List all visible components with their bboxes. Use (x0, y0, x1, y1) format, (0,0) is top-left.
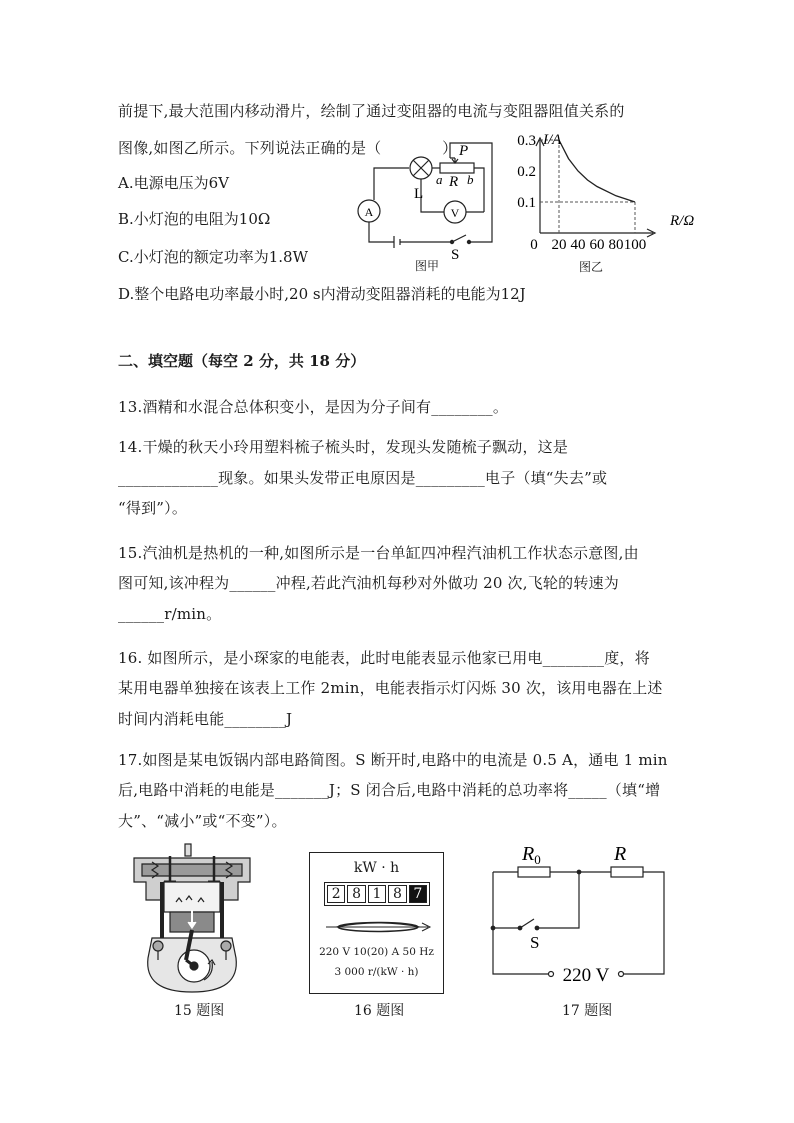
chart-x-axis-label: R/Ω (670, 213, 695, 229)
resistor-r0-label: $R_0$ (522, 843, 541, 867)
chart-y-tick-label: 0.2 (517, 164, 536, 180)
chart-yi (505, 130, 715, 260)
meter-disc-icon (320, 917, 434, 937)
fig15-caption: 15 题图 (174, 1003, 225, 1019)
q15-line-1: 15.汽油机是热机的一种,如图所示是一台单缸四冲程汽油机工作状态示意图,由 (118, 544, 639, 562)
chart-y-axis-label: I/A (543, 132, 562, 148)
q15-line-2: 图可知,该冲程为______冲程,若此汽油机每秒对外做功 20 次,飞轮的转速为 (118, 574, 619, 592)
meter-digit: 8 (347, 885, 365, 903)
voltage-label: 220 V (562, 965, 610, 986)
q16-line-2: 某用电器单独接在该表上工作 2min，电能表指示灯闪烁 30 次，该用电器在上述 (118, 679, 663, 697)
meter-digit-decimal: 7 (409, 885, 427, 903)
fig-yi-caption: 图乙 (579, 260, 604, 274)
meter-digit: 8 (388, 885, 406, 903)
q12-option-c: C.小灯泡的额定功率为1.8W (118, 248, 308, 266)
q14-line-3: “得到”）。 (118, 499, 188, 517)
rice-cooker-circuit (486, 838, 676, 988)
chart-x-tick-label: 100 (623, 237, 647, 253)
lamp-label: L (414, 186, 424, 202)
chart-y-tick-label: 0.1 (517, 195, 536, 211)
q17-line-1: 17.如图是某电饭锅内部电路简图。S 断开时,电路中的电流是 0.5 A，通电 1 min (118, 751, 668, 769)
q12-line-1: 前提下,最大范围内移动滑片，绘制了通过变阻器的电流与变阻器阻值关系的 (118, 102, 625, 120)
switch-label: S (451, 247, 460, 263)
gasoline-engine-figure (122, 842, 262, 994)
meter-digit: 2 (327, 885, 345, 903)
q17-line-2: 后,电路中消耗的电能是_______J；S 闭合后,电路中消耗的总功率将_____（填“增 (118, 781, 661, 799)
electricity-meter (309, 852, 444, 994)
rheostat-end-a: a (436, 172, 443, 187)
meter-spec: 220 V 10(20) A 50 Hz (319, 946, 434, 958)
fig17-caption: 17 题图 (562, 1003, 613, 1019)
q16-line-1: 16. 如图所示，是小琛家的电能表，此时电能表显示他家已用电________度，将 (118, 649, 650, 667)
q12-option-d: D.整个电路电功率最小时,20 s内滑动变阻器消耗的电能为12J (118, 285, 526, 303)
chart-series-line (559, 140, 635, 202)
q14-line-2: _____________现象。如果头发带正电原因是_________电子（填“失去”或 (118, 469, 608, 487)
rheostat-end-b: b (467, 172, 474, 187)
voltmeter-label: V (450, 206, 460, 220)
q13-text: 13.酒精和水混合总体积变小，是因为分子间有________。 (118, 398, 509, 416)
q12-option-b: B.小灯泡的电阻为10Ω (118, 210, 271, 228)
fig16-caption: 16 题图 (354, 1003, 405, 1019)
q14-line-1: 14.干燥的秋天小玲用塑料梳子梳头时，发现头发随梳子飘动，这是 (118, 438, 569, 456)
chart-x-tick-label: 0 (530, 237, 538, 253)
fig-jia-caption: 图甲 (415, 259, 440, 273)
q17-line-3: 大”、“减小”或“不变”）。 (118, 812, 287, 830)
chart-x-tick-label: 80 (608, 237, 624, 253)
meter-constant: 3 000 r/(kW · h) (334, 966, 419, 978)
resistor-r-label: R (614, 843, 627, 865)
meter-digit: 1 (368, 885, 386, 903)
meter-unit: kW · h (353, 860, 400, 876)
chart-y-tick-label: 0.3 (517, 133, 536, 149)
chart-x-tick-label: 20 (551, 237, 567, 253)
rheostat-label: R (449, 174, 459, 190)
chart-x-tick-label: 40 (570, 237, 586, 253)
circuit-diagram-jia (352, 138, 512, 270)
q16-line-3: 时间内消耗电能________J (118, 710, 293, 728)
q12-option-a: A.电源电压为6V (118, 174, 229, 192)
q15-line-3: ______r/min。 (118, 605, 222, 623)
meter-digits (324, 882, 430, 906)
chart-x-tick-label: 60 (589, 237, 605, 253)
section-2-title: 二、填空题（每空 2 分，共 18 分） (118, 352, 366, 370)
switch-s-label: S (530, 933, 540, 952)
slider-label: P (459, 143, 469, 159)
q12-line-2: 图像,如图乙所示。下列说法正确的是（ ） (118, 139, 458, 157)
ammeter-label: A (364, 205, 374, 219)
